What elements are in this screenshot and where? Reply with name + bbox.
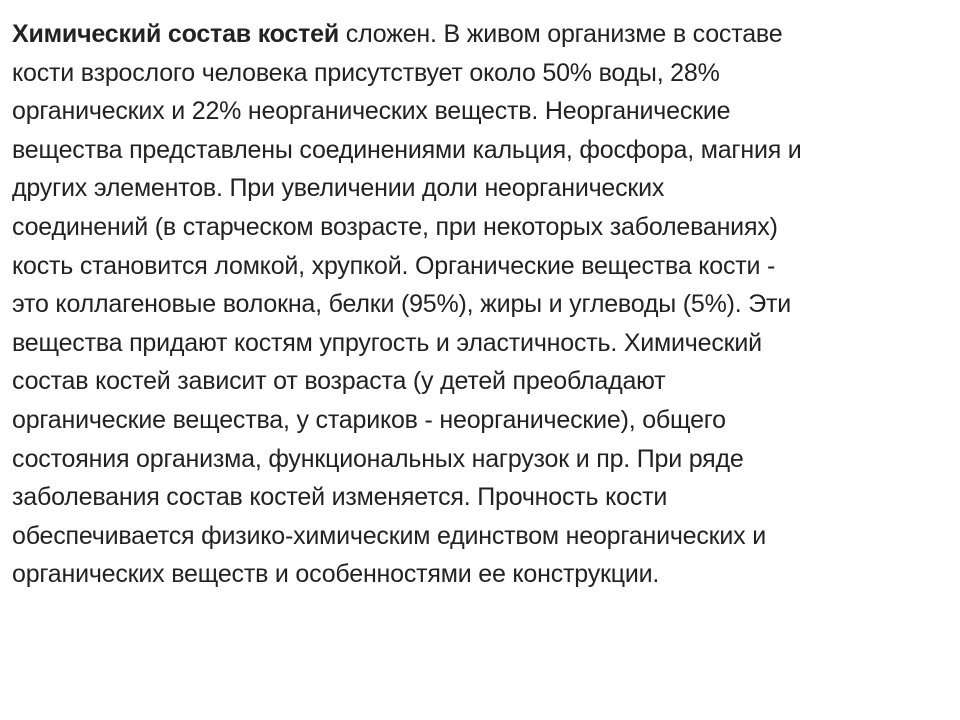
text-line-6: соединений (в старческом возрасте, при некоторых заболеваниях) bbox=[12, 212, 778, 241]
text-line-7: кость становится ломкой, хрупкой. Органические вещества кости - bbox=[12, 251, 776, 280]
text-line-2: кости взрослого человека присутствует около 50% воды, 28% bbox=[12, 58, 720, 87]
body-text bbox=[12, 15, 948, 594]
text-line-8: это коллагеновые волокна, белки (95%), жиры и углеводы (5%). Эти bbox=[12, 290, 792, 319]
text-line-1 bbox=[12, 15, 948, 54]
text-line-11: органические вещества, у стариков - неорганические), общего bbox=[12, 405, 726, 434]
text-line-12: состояния организма, функциональных нагрузок и пр. При ряде bbox=[12, 444, 744, 473]
text-line-10: состав костей зависит от возраста (у детей преобладают bbox=[12, 367, 666, 396]
text-line-9: вещества придают костям упругость и эластичность. Химический bbox=[12, 328, 762, 357]
line-1-rest: сложен. В живом организме в составе bbox=[339, 20, 783, 48]
text-line-14: обеспечивается физико-химическим единством неорганических и bbox=[12, 521, 766, 550]
text-line-15: органических веществ и особенностями ее конструкции. bbox=[12, 560, 660, 589]
text-line-13: заболевания состав костей изменяется. Прочность кости bbox=[12, 483, 668, 512]
text-line-5: других элементов. При увеличении доли неорганических bbox=[12, 174, 665, 203]
text-line-4: вещества представлены соединениями кальция, фосфора, магния и bbox=[12, 135, 802, 164]
bold-heading-phrase: Химический состав костей bbox=[12, 20, 340, 48]
text-line-3: органических и 22% неорганических веществ. Неорганические bbox=[12, 97, 731, 126]
